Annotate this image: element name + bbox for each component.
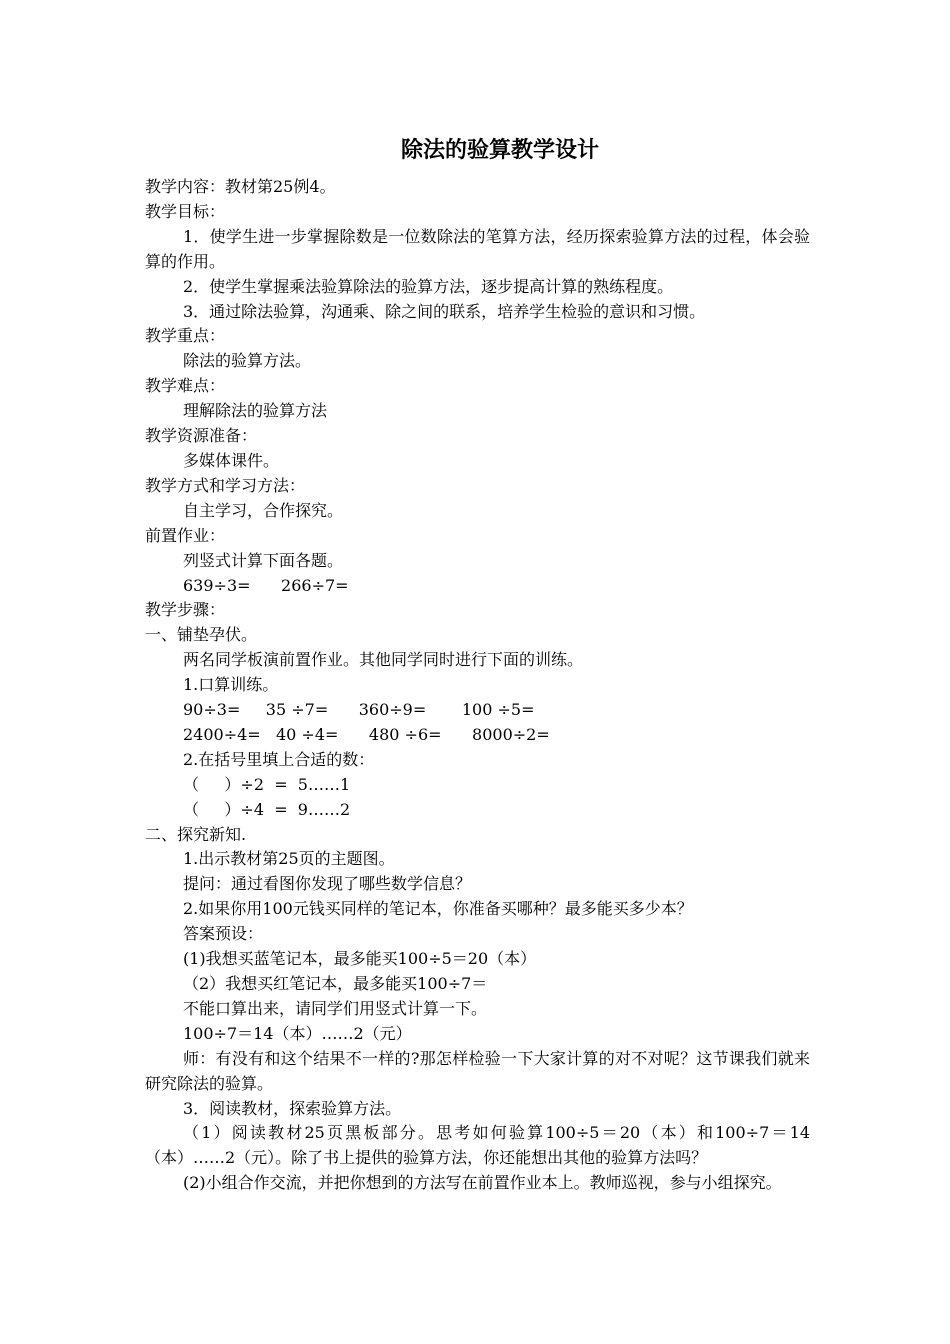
- heading-steps: 教学步骤：: [145, 600, 226, 620]
- pre-homework-problems: 639÷3= 266÷7=: [183, 575, 349, 595]
- answer-2-note: 不能口算出来，请同学们用竖式计算一下。: [183, 998, 488, 1018]
- section-2-line-2: 2.如果你用100元钱买同样的笔记本，你准备买哪种？最多能买多少本？: [183, 899, 693, 919]
- key-point-text: 除法的验算方法。: [183, 351, 312, 371]
- oral-training-label: 1.口算训练。: [183, 675, 279, 695]
- step-3-part-1: （1）阅读教材25页黑板部分。思考如何验算100÷5＝20（本）和100÷7＝14（本）……2（元）。除了书上提供的验算方法，你还能想出其他的验算方法吗？: [145, 1123, 810, 1168]
- heading-methods: 教学方式和学习方法：: [145, 475, 306, 495]
- section-2-question: 提问：通过看图你发现了哪些数学信息？: [183, 874, 472, 894]
- section-1-heading: 一、铺垫孕伏。: [145, 625, 258, 645]
- document-title: 除法的验算教学设计: [400, 137, 599, 163]
- pre-homework-text: 列竖式计算下面各题。: [183, 550, 344, 570]
- step-3-part-2: (2)小组合作交流，并把你想到的方法写在前置作业本上。教师巡视，参与小组探究。: [183, 1173, 782, 1193]
- document-body: [145, 175, 810, 1196]
- section-2-heading: 二、探究新知.: [145, 824, 247, 844]
- fill-in-row-1: （ ）÷2 = 5……1: [183, 774, 351, 794]
- heading-key-point: 教学重点：: [145, 326, 226, 346]
- heading-pre-homework: 前置作业：: [145, 525, 226, 545]
- teacher-remark: 师：有没有和这个结果不一样的?那怎样检验一下大家计算的对不对呢？这节课我们就来研究除法的验算。: [145, 1048, 810, 1093]
- fill-in-row-2: （ ）÷4 = 9……2: [183, 799, 351, 819]
- heading-difficulty: 教学难点：: [145, 376, 226, 396]
- oral-training-row-1: 90÷3= 35 ÷7= 360÷9= 100 ÷5=: [183, 700, 535, 720]
- heading-resources: 教学资源准备：: [145, 426, 258, 446]
- line-content: 教学内容：教材第25例4。: [145, 177, 336, 196]
- answer-2-result: 100÷7＝14（本）……2（元）: [183, 1023, 412, 1043]
- section-2-line-1: 1.出示教材第25页的主题图。: [183, 849, 395, 869]
- objective-1: 1．使学生进一步掌握除数是一位数除法的笔算方法，经历探索验算方法的过程，体会验算的作用。: [145, 226, 810, 271]
- methods-text: 自主学习，合作探究。: [183, 500, 344, 520]
- objective-3: 3．通过除法验算，沟通乘、除之间的联系，培养学生检验的意识和习惯。: [183, 301, 706, 321]
- section-1-line: 两名同学板演前置作业。其他同学同时进行下面的训练。: [183, 650, 584, 670]
- fill-in-label: 2.在括号里填上合适的数：: [183, 749, 375, 769]
- objective-2: 2．使学生掌握乘法验算除法的验算方法，逐步提高计算的熟练程度。: [183, 276, 674, 296]
- section-2-step-3: 3．阅读教材，探索验算方法。: [183, 1098, 402, 1118]
- heading-objectives: 教学目标：: [145, 201, 226, 221]
- answer-2: （2）我想买红笔记本，最多能买100÷7＝: [183, 974, 488, 993]
- answer-1: (1)我想买蓝笔记本，最多能买100÷5＝20（本）: [183, 949, 537, 969]
- resources-text: 多媒体课件。: [183, 450, 280, 470]
- oral-training-row-2: 2400÷4= 40 ÷4= 480 ÷6= 8000÷2=: [183, 724, 550, 744]
- difficulty-text: 理解除法的验算方法: [183, 401, 328, 421]
- answer-preset-label: 答案预设：: [183, 924, 264, 944]
